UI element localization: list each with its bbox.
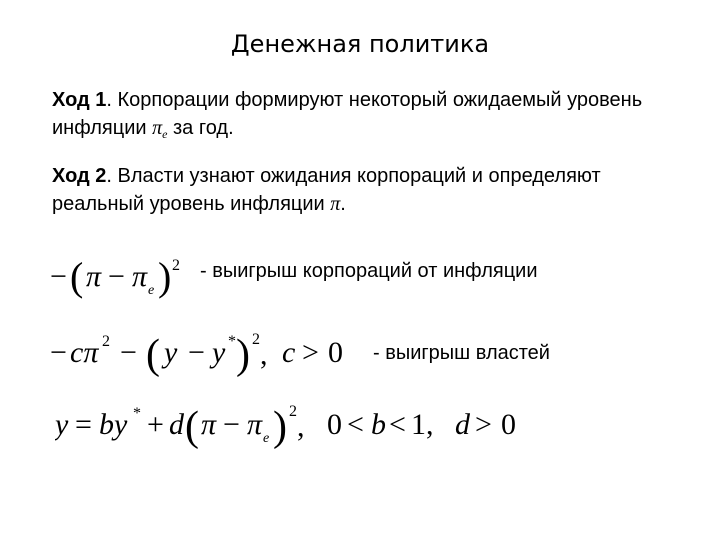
svg-text:−: − <box>50 336 67 369</box>
step2-paragraph <box>52 162 692 218</box>
corp-payoff-formula-graphic <box>50 254 190 304</box>
svg-text:−: − <box>108 260 125 293</box>
svg-text:*: * <box>133 405 141 422</box>
corp-payoff-formula <box>50 254 190 312</box>
svg-text:e: e <box>263 431 270 446</box>
svg-text:c: c <box>282 336 296 369</box>
svg-text:by: by <box>99 408 128 441</box>
svg-text:<: < <box>389 408 406 441</box>
output-equation-graphic <box>55 402 535 452</box>
slide-title: Денежная политика <box>230 30 490 58</box>
svg-text:0: 0 <box>327 408 342 441</box>
svg-text:y: y <box>164 336 178 369</box>
svg-text:=: = <box>75 408 92 441</box>
svg-text:,: , <box>260 338 268 371</box>
step2-text-a: . Власти узнают ожидания корпораций и определяют реальный уровень инфляции <box>52 165 601 215</box>
svg-text:y: y <box>55 408 69 441</box>
svg-text:0: 0 <box>501 408 516 441</box>
step2-symbol: π <box>330 193 341 215</box>
gov-payoff-formula-graphic <box>50 330 360 380</box>
svg-text:>: > <box>475 408 492 441</box>
step1-symbol: π <box>152 117 163 139</box>
step1-text-b: за год. <box>167 117 234 139</box>
svg-text:y: y <box>212 336 226 369</box>
step2-text-b: . <box>340 193 346 215</box>
gov-payoff-formula <box>50 330 360 388</box>
svg-text:): ) <box>158 254 172 299</box>
gov-payoff-description: - выигрыш властей <box>373 342 550 364</box>
svg-text:π: π <box>86 260 102 293</box>
svg-text:*: * <box>228 333 236 350</box>
svg-text:,: , <box>297 410 305 443</box>
step1-text-a: . Корпорации формируют некоторый ожидаемый уровень инфляции <box>52 89 643 139</box>
svg-text:2: 2 <box>289 403 297 420</box>
svg-text:<: < <box>347 408 364 441</box>
svg-text:b: b <box>371 408 386 441</box>
svg-text:π: π <box>132 260 148 293</box>
svg-text:0: 0 <box>328 336 343 369</box>
corp-payoff-description: - выигрыш корпораций от инфляции <box>200 260 538 282</box>
svg-text:π: π <box>201 408 217 441</box>
svg-text:−: − <box>188 336 205 369</box>
svg-text:d: d <box>169 408 184 441</box>
svg-text:e: e <box>148 283 155 298</box>
svg-text:(: ( <box>146 332 160 378</box>
step2-label: Ход 2 <box>52 165 107 187</box>
svg-text:−: − <box>120 336 137 369</box>
svg-text:π: π <box>247 408 263 441</box>
output-equation <box>55 402 535 460</box>
svg-text:>: > <box>302 336 319 369</box>
svg-text:+: + <box>147 408 164 441</box>
svg-text:2: 2 <box>252 331 260 348</box>
svg-text:−: − <box>223 408 240 441</box>
svg-text:2: 2 <box>172 257 180 274</box>
svg-text:1,: 1, <box>411 408 434 441</box>
svg-text:(: ( <box>185 404 199 450</box>
svg-text:2: 2 <box>102 333 110 350</box>
svg-text:d: d <box>455 408 470 441</box>
svg-text:): ) <box>236 332 250 378</box>
step1-label: Ход 1 <box>52 89 107 111</box>
svg-text:cπ: cπ <box>70 336 99 369</box>
step1-symbol-sub: e <box>162 127 168 141</box>
svg-text:): ) <box>273 404 287 450</box>
svg-text:−: − <box>50 260 67 293</box>
step1-paragraph <box>52 86 692 148</box>
svg-text:(: ( <box>70 254 84 299</box>
